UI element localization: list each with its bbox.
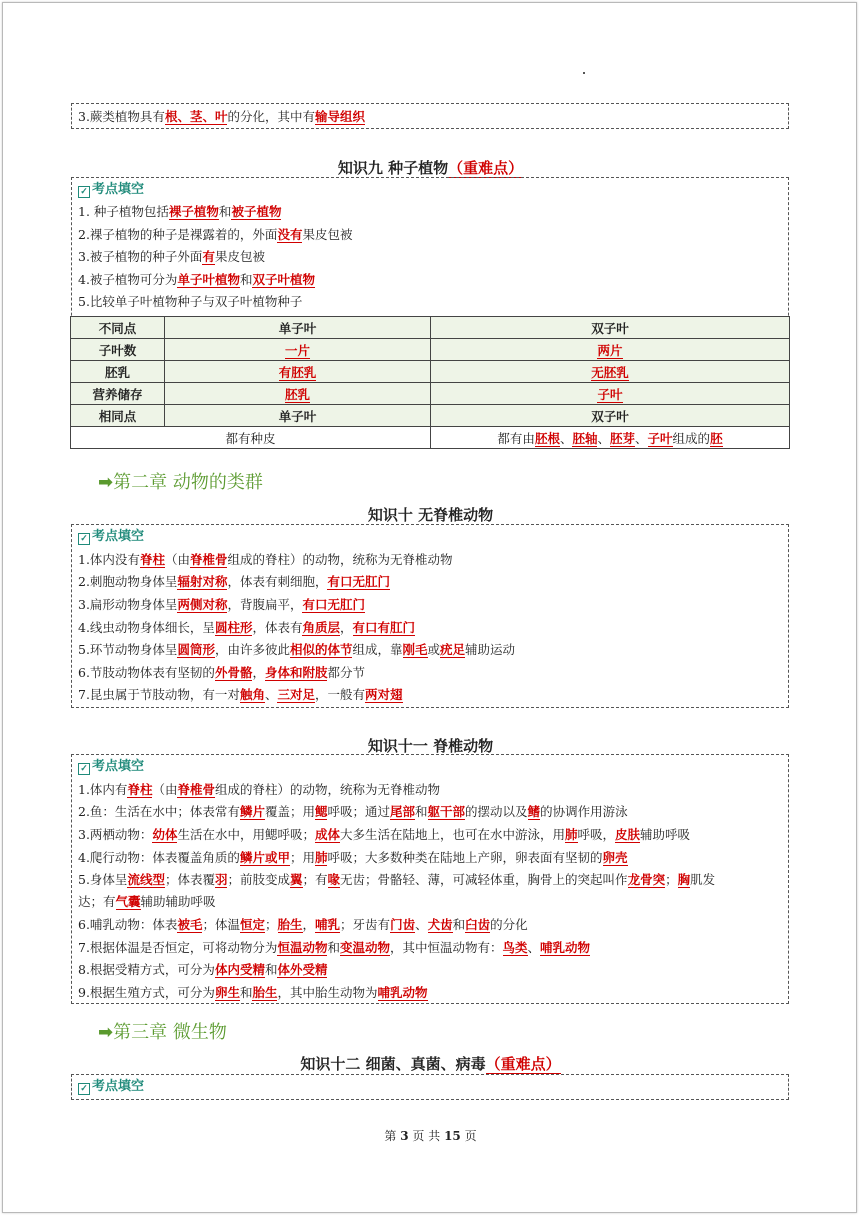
text-run: ，	[302, 917, 316, 932]
answer-text: 胚芽	[610, 430, 636, 446]
text-run: 5.环节动物身体呈	[78, 642, 178, 657]
fill-line	[78, 687, 403, 703]
answer-text: 恒定	[239, 917, 265, 932]
box-microorganisms	[71, 1074, 789, 1100]
fill-line	[78, 665, 365, 681]
answer-text: 没有	[277, 227, 303, 242]
table-row	[71, 339, 790, 361]
answer-text: 躯干部	[427, 804, 466, 819]
text-run: 组成的脊柱）的动物，统称为无脊椎动物	[214, 782, 440, 797]
text-run: 组成的脊柱）的动物，统称为无脊椎动物	[227, 552, 453, 567]
answer-text: 圆筒形	[177, 642, 215, 657]
section-title-microorganisms: 知识十二 细菌、真菌、病毒（重难点）	[300, 1055, 561, 1073]
answer-text: 根、茎、叶	[164, 109, 228, 124]
fill-line	[78, 109, 365, 125]
arrow-icon: ➡	[98, 472, 114, 493]
fill-line	[78, 985, 428, 1001]
answer-text: 两片	[597, 342, 623, 358]
table-row	[71, 361, 790, 383]
text-run: 呼吸；通过	[327, 804, 390, 819]
fill-line	[78, 917, 528, 933]
answer-text: 卵壳	[602, 850, 628, 865]
check-icon: ✓	[78, 1083, 90, 1095]
section-title-invertebrates: 知识十 无脊椎动物	[367, 506, 494, 524]
section-title-seed-plants	[0, 157, 861, 178]
text-run: ；体温	[202, 917, 240, 932]
answer-text: 羽	[214, 872, 228, 887]
fill-line	[78, 850, 628, 866]
answer-text: 犬齿	[427, 917, 453, 932]
text-run: 、	[415, 917, 428, 932]
fill-line	[78, 940, 590, 956]
fill-line	[78, 804, 628, 820]
table-cell: 胚乳	[71, 361, 165, 383]
text-run: 7.根据体温是否恒定，可将动物分为	[78, 940, 278, 955]
table-cell	[431, 427, 790, 449]
answer-text: 双子叶植物	[252, 272, 315, 287]
answer-text: 肺	[314, 850, 328, 865]
text-run: ；用	[289, 850, 315, 865]
fill-line	[78, 894, 216, 910]
text-run: 、	[559, 430, 573, 446]
text-run: ，	[252, 665, 265, 680]
answer-text: 哺乳	[315, 917, 341, 932]
text-run: ；有	[302, 872, 328, 887]
answer-text: 门齿	[390, 917, 416, 932]
answer-text: 被子植物	[231, 204, 282, 219]
fill-label: ✓ 考点填空	[78, 529, 144, 545]
text-run: ，体表有	[252, 620, 303, 635]
text-run: 和	[239, 272, 253, 287]
text-run: 的分化	[490, 917, 528, 932]
arrow-icon: ➡	[98, 1022, 114, 1043]
fill-line	[78, 642, 515, 658]
answer-text: 三对足	[277, 687, 315, 702]
answer-text: 尾部	[390, 804, 416, 819]
chapter-title: 第三章 微生物	[113, 1022, 227, 1043]
answer-text: 子叶	[647, 430, 673, 446]
comparison-table	[70, 316, 790, 449]
fill-line	[78, 597, 365, 613]
answer-text: 胚	[710, 430, 723, 446]
text-run: 、	[597, 430, 610, 446]
text-run: 呼吸；大多数种类在陆地上产卵，卵表面有坚韧的	[327, 850, 603, 865]
answer-text: 有	[202, 249, 215, 264]
table-cell: 相同点	[71, 405, 165, 427]
box-invertebrates	[71, 524, 789, 708]
text-run: 3.蕨类植物具有	[78, 109, 165, 124]
fill-line	[78, 204, 281, 220]
fill-line	[78, 574, 390, 590]
text-run: 达；有	[78, 894, 116, 909]
text-run: 4.爬行动物：体表覆盖角质的	[78, 850, 240, 865]
answer-text: 鳞片	[239, 804, 265, 819]
answer-text: 喙	[327, 872, 341, 887]
section-title-vertebrates: 知识十一 脊椎动物	[367, 737, 494, 755]
text-run: 6.节肢动物体表有坚韧的	[78, 665, 215, 680]
box-vertebrates	[71, 754, 789, 1004]
answer-text: 哺乳动物	[377, 985, 428, 1000]
answer-text: 有口无肛门	[302, 597, 365, 612]
text-run: 1.体内没有	[78, 552, 140, 567]
table-row	[71, 405, 790, 427]
answer-text: 翼	[290, 872, 303, 887]
table-cell: 单子叶	[165, 317, 431, 339]
answer-text: 单子叶植物	[177, 272, 240, 287]
answer-text: 角质层	[302, 620, 340, 635]
text-run: ；前肢变成	[227, 872, 290, 887]
answer-text: 胚轴	[572, 430, 598, 446]
chapter-heading-microbes	[98, 1018, 227, 1044]
fill-label: ✓ 考点填空	[78, 1079, 144, 1095]
answer-text: 变温动物	[339, 940, 390, 955]
text-run: 1.体内有	[78, 782, 128, 797]
answer-text: 肺	[565, 827, 578, 842]
text-run: 大多生活在陆地上，也可在水中游泳，用	[339, 827, 565, 842]
answer-text: 有口有肛门	[352, 620, 416, 635]
check-icon: ✓	[78, 763, 90, 775]
box-fern	[71, 103, 789, 129]
answer-text: 疣足	[440, 642, 466, 657]
answer-text: 一片	[284, 342, 310, 358]
key-point-tag: （重难点）	[448, 159, 524, 177]
text-run: 和	[264, 962, 278, 977]
fill-line	[78, 782, 440, 798]
text-run: （由	[164, 552, 190, 567]
answer-text: 外骨骼	[214, 665, 253, 680]
fill-line	[78, 620, 415, 636]
answer-text: 脊柱	[127, 782, 153, 797]
text-run: ；牙齿有	[340, 917, 391, 932]
table-cell: 单子叶	[165, 405, 431, 427]
text-run: 和	[452, 917, 466, 932]
text-run: 和	[239, 985, 253, 1000]
answer-text: 卵生	[214, 985, 240, 1000]
text-run: 6.哺乳动物：体表	[78, 917, 178, 932]
text-run: 9.根据生殖方式，可分为	[78, 985, 215, 1000]
fill-line	[78, 552, 453, 568]
check-icon: ✓	[78, 533, 90, 545]
text-run: 覆盖；用	[264, 804, 315, 819]
answer-text: 无胚乳	[591, 364, 629, 380]
text-run: 、	[527, 940, 541, 955]
table-cell: 子叶数	[71, 339, 165, 361]
text-run: 辅助运动	[465, 642, 516, 657]
table-row	[71, 383, 790, 405]
text-run: 、	[635, 430, 648, 446]
text-run: 组成，靠	[352, 642, 403, 657]
answer-text: 两侧对称	[177, 597, 228, 612]
table-cell: 营养储存	[71, 383, 165, 405]
answer-text: 皮肤	[615, 827, 641, 842]
answer-text: 胸	[677, 872, 691, 887]
table-row	[71, 427, 790, 449]
text-run: 组成的	[672, 430, 711, 446]
answer-text: 体内受精	[214, 962, 265, 977]
text-run: ，一般有	[314, 687, 365, 702]
text-run: 1. 种子植物包括	[78, 204, 169, 219]
text-run: 2.刺胞动物身体呈	[78, 574, 178, 589]
answer-text: 脊椎骨	[189, 552, 228, 567]
text-run: 肌发	[690, 872, 716, 887]
answer-text: 恒温动物	[277, 940, 328, 955]
text-run: 5.身体呈	[78, 872, 128, 887]
text-run: ，背腹扁平，	[227, 597, 303, 612]
answer-text: 有胚乳	[278, 364, 317, 380]
text-run: 无齿；骨骼轻、薄，可减轻体重，胸骨上的突起叫作	[340, 872, 628, 887]
answer-text: 鳍	[527, 804, 541, 819]
text-run: ，其中胎生动物为	[277, 985, 378, 1000]
answer-text: 气囊	[115, 894, 141, 909]
fill-line	[78, 294, 302, 310]
answer-text: 圆柱形	[214, 620, 253, 635]
text-run: ；	[264, 917, 278, 932]
answer-text: 脊柱	[139, 552, 165, 567]
text-run: ，由许多彼此	[214, 642, 290, 657]
text-run: 8.根据受精方式，可分为	[78, 962, 215, 977]
check-icon: ✓	[78, 186, 90, 198]
text-run: ，其中恒温动物有：	[389, 940, 503, 955]
text-run: 5.比较单子叶植物种子与双子叶植物种子	[78, 294, 303, 309]
text-run: 和	[415, 804, 428, 819]
answer-text: 有口无肛门	[327, 574, 390, 589]
section-title-text: 知识九 种子植物	[337, 159, 449, 177]
text-run: 都分节	[327, 665, 365, 680]
answer-text: 鳃	[314, 804, 328, 819]
fill-line	[78, 827, 690, 843]
text-run: 的协调作用游泳	[540, 804, 628, 819]
answer-text: 胚乳	[284, 386, 310, 402]
fill-line	[78, 962, 327, 978]
text-run: （由	[152, 782, 178, 797]
dot-mark	[583, 72, 585, 74]
text-run: ，	[339, 620, 353, 635]
text-run: 2.鱼：生活在水中；体表常有	[78, 804, 240, 819]
answer-text: 成体	[314, 827, 340, 842]
text-run: 和	[218, 204, 232, 219]
chapter-title: 第二章 动物的类群	[113, 472, 263, 493]
text-run: 果皮包被	[214, 249, 265, 264]
text-run: 或	[427, 642, 441, 657]
answer-text: 被毛	[177, 917, 203, 932]
answer-text: 胎生	[252, 985, 278, 1000]
answer-text: 流线型	[127, 872, 165, 887]
text-run: 和	[327, 940, 340, 955]
answer-text: 触角	[239, 687, 265, 702]
fill-label: ✓ 考点填空	[78, 182, 144, 198]
text-run: 4.被子植物可分为	[78, 272, 178, 287]
answer-text: 两对翅	[365, 687, 403, 702]
answer-text: 裸子植物	[168, 204, 219, 219]
answer-text: 臼齿	[465, 917, 491, 932]
answer-text: 子叶	[597, 386, 623, 402]
text-run: 都有由	[497, 430, 535, 446]
text-run: 辅助辅助呼吸	[140, 894, 216, 909]
text-run: 4.线虫动物身体细长，呈	[78, 620, 215, 635]
answer-text: 刚毛	[402, 642, 428, 657]
table-cell: 双子叶	[431, 317, 790, 339]
table-header-row	[71, 317, 790, 339]
text-run: ；体表覆	[164, 872, 215, 887]
answer-text: 身体和附肢	[264, 665, 328, 680]
answer-text: 相似的体节	[289, 642, 353, 657]
text-run: 呼吸，	[577, 827, 616, 842]
fill-line	[78, 249, 265, 265]
text-run: 的摆动以及	[465, 804, 528, 819]
table-cell: 双子叶	[431, 405, 790, 427]
text-run: 3.两栖动物：	[78, 827, 153, 842]
answer-text: 哺乳动物	[540, 940, 591, 955]
text-run: 果皮包被	[302, 227, 353, 242]
fill-line	[78, 227, 352, 243]
page-number: 第 3 页 共 15 页	[384, 1129, 477, 1143]
fill-label: ✓ 考点填空	[78, 759, 144, 775]
answer-text: 输导组织	[314, 109, 365, 124]
text-run: 7.昆虫属于节肢动物，有一对	[78, 687, 240, 702]
table-cell: 不同点	[71, 317, 165, 339]
answer-text: 龙骨突	[627, 872, 666, 887]
answer-text: 鸟类	[502, 940, 528, 955]
answer-text: 胚根	[534, 430, 560, 446]
text-run: 、	[264, 687, 278, 702]
answer-text: 幼体	[152, 827, 178, 842]
text-run: ；	[665, 872, 678, 887]
fill-line	[78, 872, 715, 888]
answer-text: 脊椎骨	[177, 782, 215, 797]
answer-text: 鳞片或甲	[239, 850, 290, 865]
key-point-tag: （重难点）	[485, 1055, 561, 1073]
answer-text: 体外受精	[277, 962, 328, 977]
text-run: ，体表有刺细胞，	[227, 574, 328, 589]
text-run: 辅助呼吸	[640, 827, 691, 842]
chapter-heading-animals	[98, 468, 263, 494]
fill-line	[78, 272, 315, 288]
answer-text: 胎生	[277, 917, 303, 932]
table-cell: 都有种皮	[71, 427, 431, 449]
text-run: 生活在水中，用鳃呼吸；	[177, 827, 315, 842]
text-run: 2.裸子植物的种子是裸露着的，外面	[78, 227, 278, 242]
text-run: 的分化，其中有	[227, 109, 315, 124]
answer-text: 辐射对称	[177, 574, 228, 589]
text-run: 3.被子植物的种子外面	[78, 249, 203, 264]
text-run: 3.扁形动物身体呈	[78, 597, 178, 612]
